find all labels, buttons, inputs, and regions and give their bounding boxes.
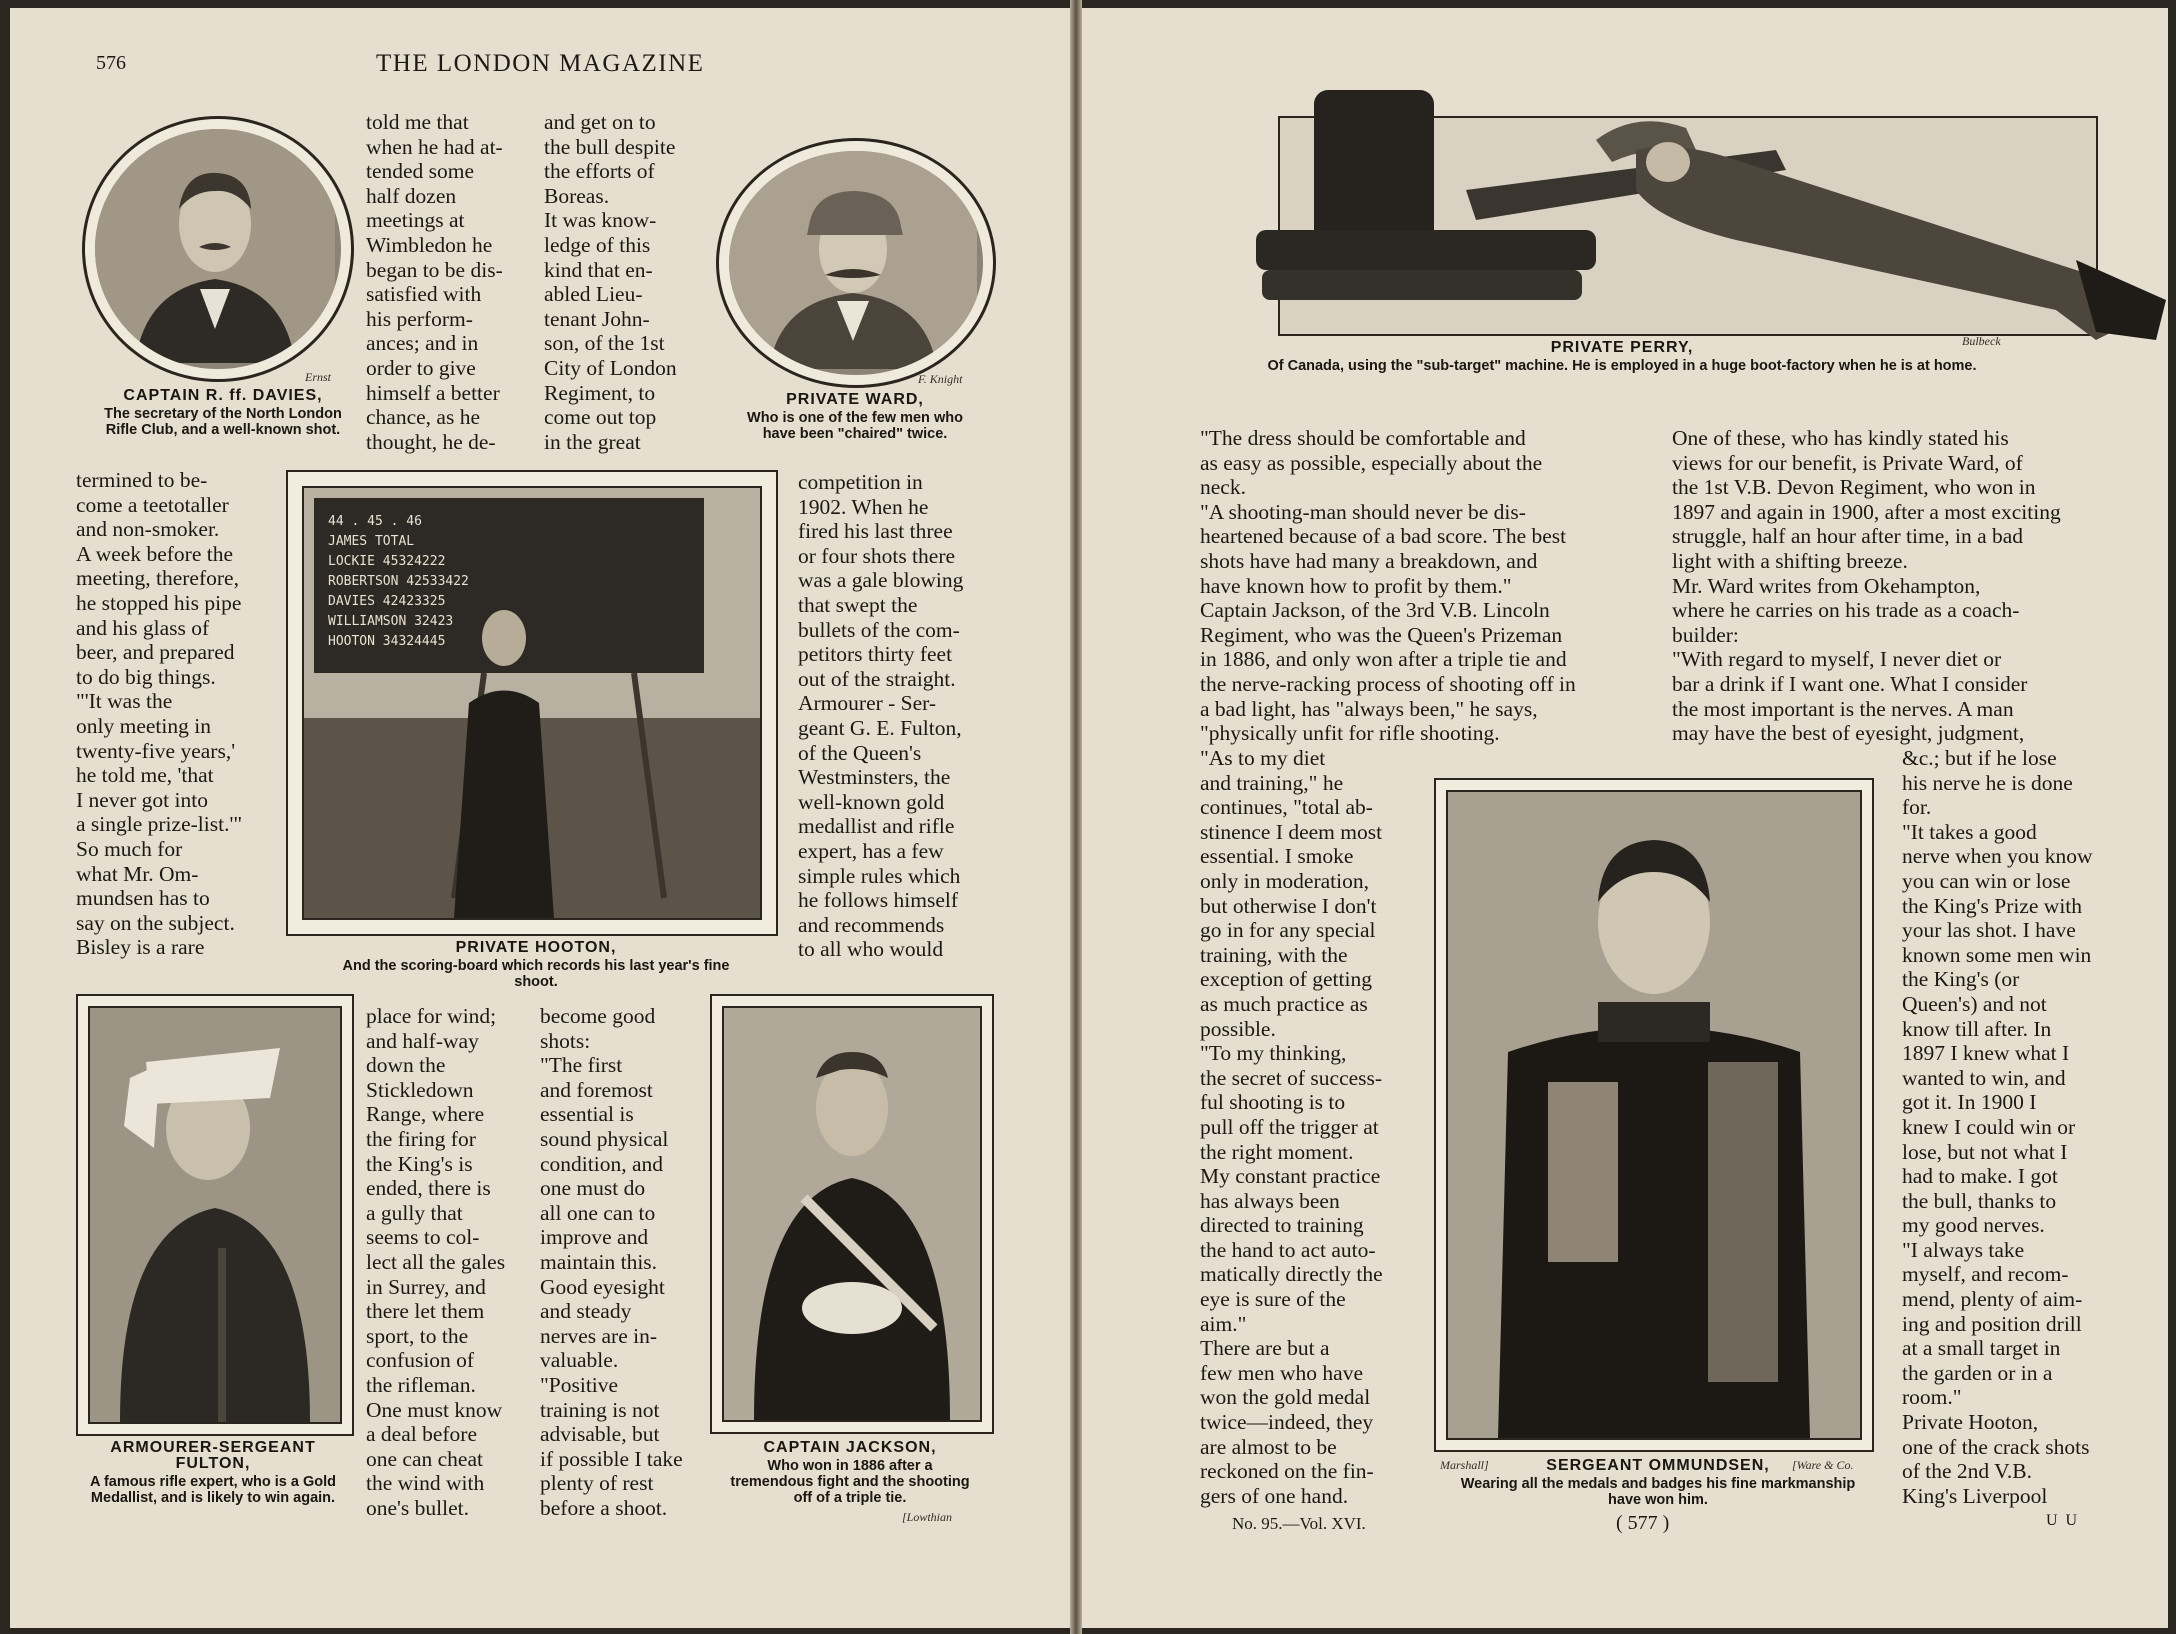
fulton-caption-name: ARMOURER-SERGEANT FULTON, <box>110 1439 316 1472</box>
printer-signature: U U <box>2046 1512 2080 1529</box>
right-page-number: ( 577 ) <box>1616 1512 1670 1534</box>
left-page <box>10 8 1070 1628</box>
right-column-2: "As to my diet and training," he continues, "total ab- stinence I deem most essential. I smoke only in moderation, but otherwise I don't go in for any special training, with the exception of getting as much practice as possible. "To my thinking, the secret of success- ful shooting is to pull off the trigger at the right moment. My constant practice has always been directed to training the hand to act auto- matically directly the eye is sure of the aim." There are but a few men who have won the gold medal twice—indeed, they are almost to be reckoned on the fin- gers of one hand. <box>1200 746 1383 1508</box>
ward-caption <box>730 392 980 442</box>
jackson-scene <box>724 1008 980 1420</box>
ward-caption-name: PRIVATE WARD, <box>786 391 924 408</box>
ommundsen-scene <box>1448 792 1860 1438</box>
running-head: THE LONDON MAGAZINE <box>376 50 705 77</box>
ommundsen-photo <box>1446 790 1862 1440</box>
left-column-5: place for wind; and half-way down the Stickledown Range, where the firing for the King's is ended, there is a gully that seems to col- lect all the gales in Surrey, and there let them sport, to the confusion of the rifleman. One must know a deal before one can cheat the wind with one's bullet. <box>366 1004 506 1520</box>
issue-number: No. 95.—Vol. XVI. <box>1232 1514 1366 1533</box>
ward-portrait-frame <box>716 138 996 388</box>
fulton-photo <box>88 1006 342 1424</box>
scoreboard-text: 44 . 45 . 46 JAMES TOTAL LOCKIE 45324222 ROBERTSON 42533422 DAVIES 42423325 WILLIAMSON 32423 HOOTON 34324445 <box>328 514 469 649</box>
page-number: 576 <box>96 52 126 74</box>
left-column-1: told me that when he had at- tended some half dozen meetings at Wimbledon he began to be dis- satisfied with his perform- ances; and in order to give himself a better chance, as he thought, he de- <box>366 110 503 454</box>
davies-caption <box>92 388 354 438</box>
left-column-6: become good shots: "The first and foremost essential is sound physical condition, and one must do all one can to improve and maintain this. Good eyesight and steady nerves are in- valuable. "Positive training is not advisable, but if possible I take plenty of rest before a shoot. <box>540 1004 683 1520</box>
davies-photo <box>95 129 335 363</box>
fulton-scene <box>90 1008 340 1422</box>
perry-caption-text: Of Canada, using the "sub-target" machine. He is employed in a huge boot-factory when he is at home. <box>1267 358 1977 374</box>
fulton-photo-frame <box>76 994 354 1436</box>
ommundsen-credit-right: [Ware & Co. <box>1792 1458 1854 1472</box>
perry-caption <box>1242 340 2002 374</box>
right-column-1: "The dress should be comfortable and as easy as possible, especially about the neck. "A shooting-man should never be dis- heartened because of a bad score. The best shots have had many a breakdown, and have known how to profit by them." Captain Jackson, of the 3rd V.B. Lincoln Regiment, who was the Queen's Prizeman in 1886, and only won after a triple tie and the nerve-racking process of shooting off in a bad light, has "always been," he says, "physically unfit for rifle shooting. <box>1200 426 1576 746</box>
davies-credit: Ernst <box>305 370 332 384</box>
left-column-2: and get on to the bull despite the efforts of Boreas. It was know- ledge of this kind that en- abled Lieu- tenant John- son, of the 1st City of London Regiment, to come out top in the great <box>544 110 677 454</box>
davies-portrait <box>95 129 341 369</box>
ommundsen-credit-left: Marshall] <box>1440 1458 1489 1472</box>
ommundsen-caption-text: Wearing all the medals and badges his fine markmanship have won him. <box>1460 1476 1856 1508</box>
jackson-photo <box>722 1006 982 1422</box>
hooton-photo <box>302 486 762 920</box>
hooton-photo-frame <box>286 470 778 936</box>
perry-credit: Bulbeck <box>1962 334 2001 348</box>
ward-portrait <box>729 151 983 375</box>
ommundsen-caption-name: SERGEANT OMMUNDSEN, <box>1546 1457 1770 1474</box>
ward-credit: F. Knight <box>918 372 963 386</box>
ward-caption-text: Who is one of the few men who have been "chaired" twice. <box>747 410 963 442</box>
hooton-caption-name: PRIVATE HOOTON, <box>455 939 617 956</box>
jackson-credit: [Lowthian <box>902 1510 953 1524</box>
book-gutter <box>1070 0 1082 1634</box>
right-column-4: &c.; but if he lose his nerve he is done for. "It takes a good nerve when you know you can win or lose the King's Prize with your las shot. I have known some men win the King's (or Queen's) and not know till after. In 1897 I knew what I wanted to win, and got it. In 1900 I knew I could win or lose, but not what I had to make. I got the bull, thanks to my good nerves. "I always take myself, and recom- mend, plenty of aim- ing and position drill at a small target in the garden or in a room." Private Hooton, one of the crack shots of the 2nd V.B. King's Liverpool <box>1902 746 2093 1508</box>
ommundsen-photo-frame <box>1434 778 1874 1452</box>
jackson-caption-name: CAPTAIN JACKSON, <box>763 1439 937 1456</box>
hooton-caption-text: And the scoring-board which records his last year's fine shoot. <box>342 958 730 990</box>
left-column-4: competition in 1902. When he fired his last three or four shots there was a gale blowing that swept the bullets of the com- petitors thirty feet out of the straight. Armourer - Ser- geant G. E. Fulton, of the Queen's Westminsters, the well-known gold medallist and rifle expert, has a few simple rules which he follows himself and recommends to all who would <box>798 470 964 962</box>
ward-photo <box>729 151 977 369</box>
davies-caption-name: CAPTAIN R. ff. DAVIES, <box>123 387 323 404</box>
perry-caption-name: PRIVATE PERRY, <box>1550 339 1694 356</box>
fulton-caption-text: A famous rifle expert, who is a Gold Medallist, and is likely to win again. <box>89 1474 336 1506</box>
jackson-photo-frame <box>710 994 994 1434</box>
davies-portrait-frame <box>82 116 354 382</box>
right-page <box>1082 8 2168 1628</box>
ommundsen-caption <box>1458 1458 1858 1508</box>
davies-caption-text: The secretary of the North London Rifle Club, and a well-known shot. <box>104 406 342 438</box>
hooton-caption <box>326 940 746 990</box>
left-column-3: termined to be- come a teetotaller and non-smoker. A week before the meeting, therefore, he stopped his pipe and his glass of beer, and prepared to do big things. "'It was the only meeting in twenty-five years,' he told me, 'that I never got into a single prize-list.'" So much for what Mr. Om- mundsen has to say on the subject. Bisley is a rare <box>76 468 243 960</box>
right-column-3: One of these, who has kindly stated his views for our benefit, is Private Ward, of the 1st V.B. Devon Regiment, who won in 1897 and again in 1900, after a most exciting struggle, half an hour after time, in a bad light with a shifting breeze. Mr. Ward writes from Okehampton, where he carries on his trade as a coach- builder: "With regard to myself, I never diet or bar a drink if I want one. What I consider the most important is the nerves. A man may have the best of eyesight, judgment, <box>1672 426 2061 746</box>
fulton-caption <box>76 1440 350 1506</box>
jackson-caption-text: Who won in 1886 after a tremendous fight and the shooting off of a triple tie. <box>730 1458 970 1506</box>
jackson-caption <box>724 1440 976 1506</box>
